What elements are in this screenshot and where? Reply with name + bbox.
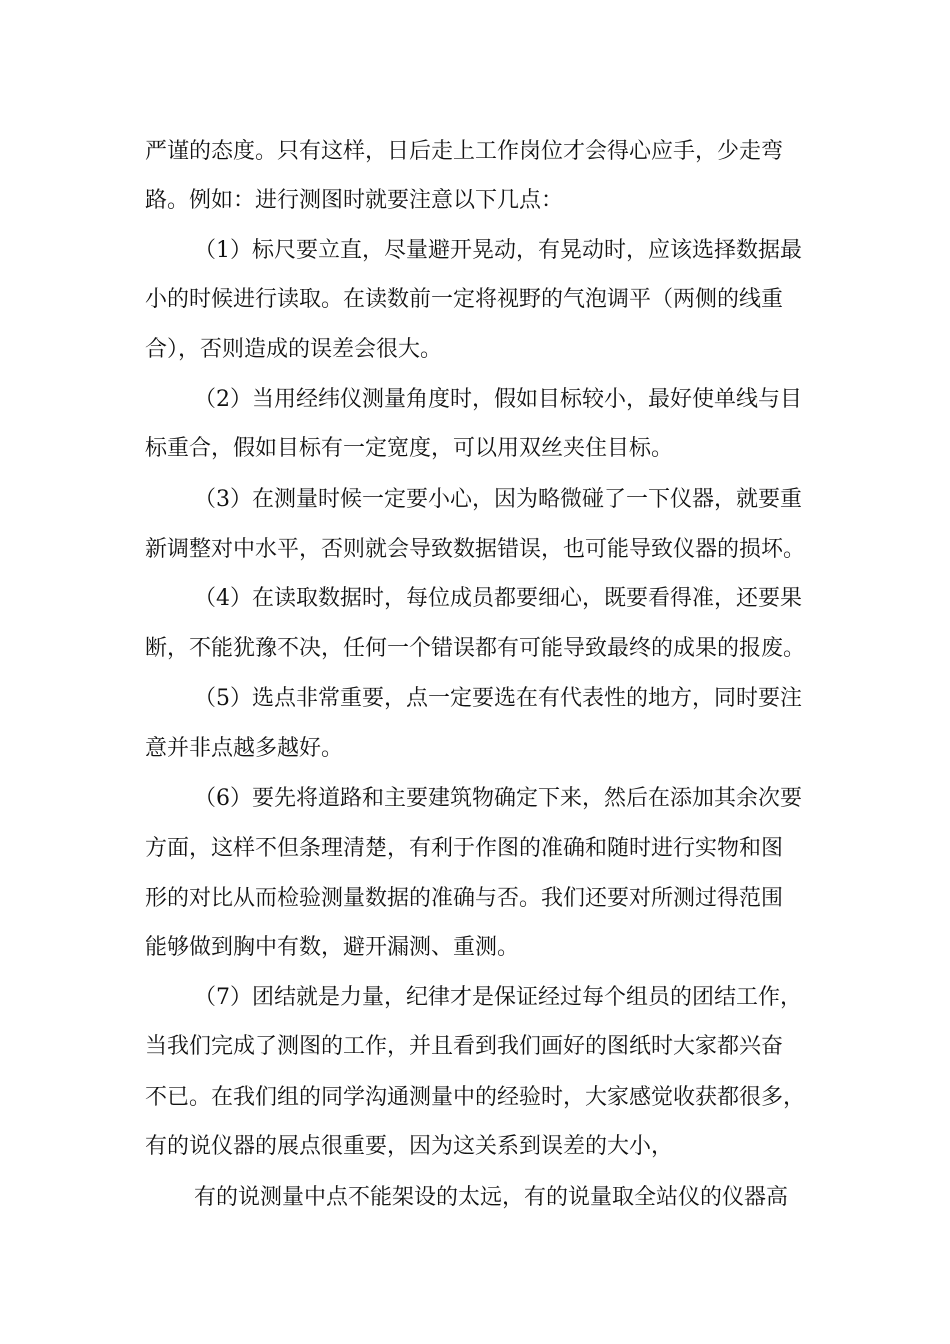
text-line: 能够做到胸中有数，避开漏测、重测。 — [145, 935, 520, 960]
text-line: （7）团结就是力量，纪律才是保证经过每个组员的团结工作， — [194, 985, 802, 1010]
text-line: （2）当用经纬仪测量角度时，假如目标较小，最好使单线与目 — [194, 387, 802, 412]
text-line: 严谨的态度。只有这样，日后走上工作岗位才会得心应手，少走弯 — [145, 139, 784, 164]
text-line: 断，不能犹豫不决，任何一个错误都有可能导致最终的成果的报废。 — [145, 636, 806, 661]
text-line: 新调整对中水平，否则就会导致数据错误，也可能导致仪器的损坏。 — [145, 537, 806, 562]
text-line: 标重合，假如目标有一定宽度，可以用双丝夹住目标。 — [145, 436, 674, 461]
text-line: 路。例如：进行测图时就要注意以下几点： — [145, 188, 564, 213]
text-line: 小的时候进行读取。在读数前一定将视野的气泡调平（两侧的线重 — [145, 287, 784, 312]
text-line: （3）在测量时候一定要小心，因为略微碰了一下仪器，就要重 — [194, 487, 802, 512]
text-line: 有的说仪器的展点很重要，因为这关系到误差的大小， — [145, 1134, 674, 1159]
text-line: （5）选点非常重要，点一定要选在有代表性的地方，同时要注 — [194, 686, 802, 711]
text-line: 意并非点越多越好。 — [145, 736, 344, 761]
text-line: 有的说测量中点不能架设的太远，有的说量取全站仪的仪器高 — [194, 1185, 789, 1210]
text-line: 形的对比从而检验测量数据的准确与否。我们还要对所测过得范围 — [145, 886, 784, 911]
text-line: 不已。在我们组的同学沟通测量中的经验时，大家感觉收获都很多， — [145, 1085, 806, 1110]
text-line: （1）标尺要立直，尽量避开晃动，有晃动时，应该选择数据最 — [194, 238, 802, 263]
text-line: （4）在读取数据时，每位成员都要细心，既要看得准，还要果 — [194, 586, 802, 611]
text-line: 方面，这样不但条理清楚，有利于作图的准确和随时进行实物和图 — [145, 836, 784, 861]
text-line: 当我们完成了测图的工作，并且看到我们画好的图纸时大家都兴奋 — [145, 1034, 784, 1059]
text-line: （6）要先将道路和主要建筑物确定下来，然后在添加其余次要 — [194, 786, 802, 811]
text-line: 合），否则造成的误差会很大。 — [145, 337, 443, 362]
